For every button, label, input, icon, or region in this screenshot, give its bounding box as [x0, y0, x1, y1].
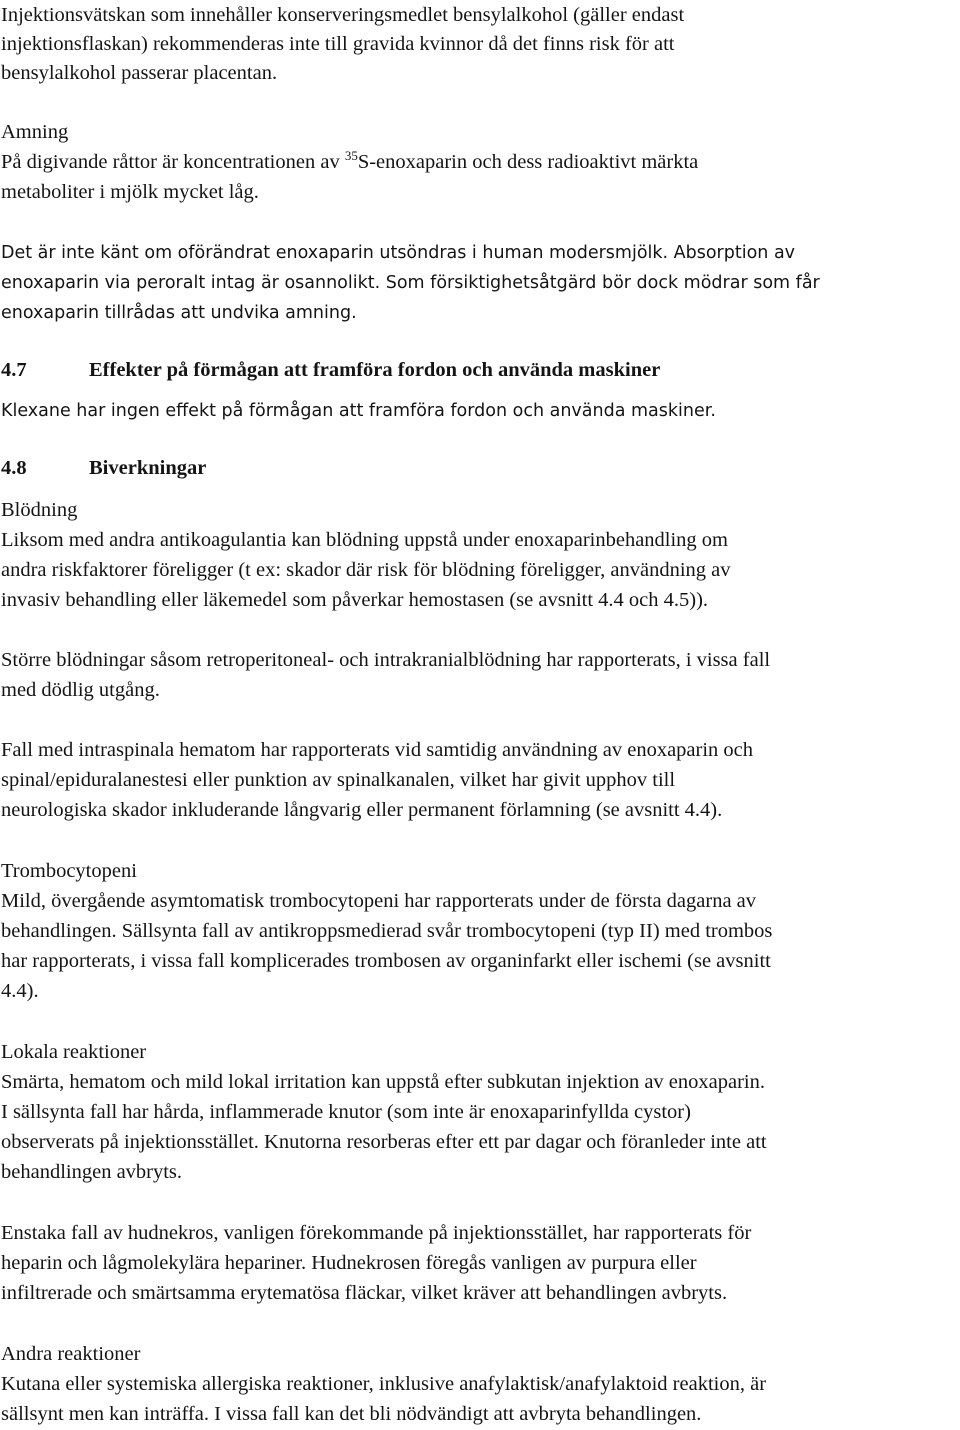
- blodning-paragraph-line: andra riskfaktorer föreligger (t ex: skador där risk för blödning föreligger, användning av: [1, 559, 731, 581]
- section-4-8-heading: [1, 453, 206, 483]
- blodning-paragraph-line: med dödlig utgång.: [1, 679, 160, 701]
- blodning-paragraph-line: Fall med intraspinala hematom har rapporterats vid samtidig användning av enoxaparin och: [1, 739, 754, 761]
- section-4-7-body: Klexane har ingen effekt på förmågan att framföra fordon och använda maskiner.: [1, 401, 716, 421]
- andra-paragraph-line: Kutana eller systemiska allergiska reaktioner, inklusive anafylaktisk/anafylaktoid reaktion, är: [1, 1373, 767, 1395]
- section-title: Effekter på förmågan att framföra fordon och använda maskiner: [89, 359, 661, 381]
- lokala-paragraph-line: Enstaka fall av hudnekros, vanligen förekommande på injektionsstället, har rapporterats för: [1, 1222, 752, 1244]
- human-milk-paragraph-line: Det är inte känt om oförändrat enoxaparin utsöndras i human modersmjölk. Absorption av: [1, 243, 796, 263]
- andra-reaktioner-heading: Andra reaktioner: [1, 1343, 141, 1365]
- blodning-heading: Blödning: [1, 499, 78, 521]
- blodning-paragraph-line: invasiv behandling eller läkemedel som påverkar hemostasen (se avsnitt 4.4 och 4.5)).: [1, 589, 709, 611]
- lokala-paragraph-line: behandlingen avbryts.: [1, 1161, 183, 1183]
- blodning-paragraph-line: Liksom med andra antikoagulantia kan blödning uppstå under enoxaparinbehandling om: [1, 529, 728, 551]
- amning-text-after: S-enoxaparin och dess radioaktivt märkta: [357, 151, 699, 173]
- amning-heading: Amning: [1, 121, 69, 143]
- lokala-paragraph-line: infiltrerade och smärtsamma erytematösa fläckar, vilket kräver att behandlingen avbryts.: [1, 1282, 728, 1304]
- lokala-paragraph-line: heparin och lågmolekylära hepariner. Hudnekrosen föregås vanligen av purpura eller: [1, 1252, 697, 1274]
- blodning-paragraph-line: Större blödningar såsom retroperitoneal- och intrakranialblödning har rapporterats, i vissa fall: [1, 649, 771, 671]
- injection-paragraph-line: injektionsflaskan) rekommenderas inte till gravida kvinnor då det finns risk för att: [1, 33, 675, 55]
- isotope-superscript: 35: [344, 148, 358, 163]
- injection-paragraph-line: bensylalkohol passerar placentan.: [1, 62, 278, 84]
- andra-paragraph-line: sällsynt men kan inträffa. I vissa fall kan det bli nödvändigt att avbryta behandlingen.: [1, 1403, 702, 1425]
- section-number: 4.8: [1, 457, 27, 479]
- human-milk-paragraph-line: enoxaparin via peroralt intag är osannolikt. Som försiktighetsåtgärd bör dock mödrar som får: [1, 273, 820, 293]
- amning-paragraph-line: metaboliter i mjölk mycket låg.: [1, 181, 259, 203]
- section-number: 4.7: [1, 359, 27, 381]
- blodning-paragraph-line: spinal/epiduralanestesi eller punktion av spinalkanalen, vilket har givit upphov till: [1, 769, 676, 791]
- injection-paragraph-line: Injektionsvätskan som innehåller konserveringsmedlet bensylalkohol (gäller endast: [1, 4, 685, 26]
- lokala-paragraph-line: observerats på injektionsstället. Knutorna resorberas efter ett par dagar och föranleder inte att: [1, 1131, 767, 1153]
- lokala-paragraph-line: I sällsynta fall har hårda, inflammerade knutor (som inte är enoxaparinfyllda cystor): [1, 1101, 691, 1123]
- trombocytopeni-paragraph-line: behandlingen. Sällsynta fall av antikroppsmedierad svår trombocytopeni (typ II) med trombos: [1, 920, 773, 942]
- trombocytopeni-paragraph-line: 4.4).: [1, 980, 39, 1002]
- amning-paragraph-line: [1, 147, 698, 179]
- trombocytopeni-paragraph-line: Mild, övergående asymtomatisk trombocytopeni har rapporterats under de första dagarna av: [1, 890, 757, 912]
- blodning-paragraph-line: neurologiska skador inkluderande långvarig eller permanent förlamning (se avsnitt 4.4).: [1, 799, 723, 821]
- human-milk-paragraph-line: enoxaparin tillrådas att undvika amning.: [1, 303, 357, 323]
- trombocytopeni-paragraph-line: har rapporterats, i vissa fall komplicerades trombosen av organinfarkt eller ischemi (se avsnitt: [1, 950, 771, 972]
- trombocytopeni-heading: Trombocytopeni: [1, 860, 137, 882]
- amning-text-before: På digivande råttor är koncentrationen av: [1, 151, 345, 173]
- lokala-reaktioner-heading: Lokala reaktioner: [1, 1041, 147, 1063]
- section-title: Biverkningar: [89, 457, 207, 479]
- lokala-paragraph-line: Smärta, hematom och mild lokal irritation kan uppstå efter subkutan injektion av enoxaparin.: [1, 1071, 765, 1093]
- section-4-7-heading: [1, 355, 660, 385]
